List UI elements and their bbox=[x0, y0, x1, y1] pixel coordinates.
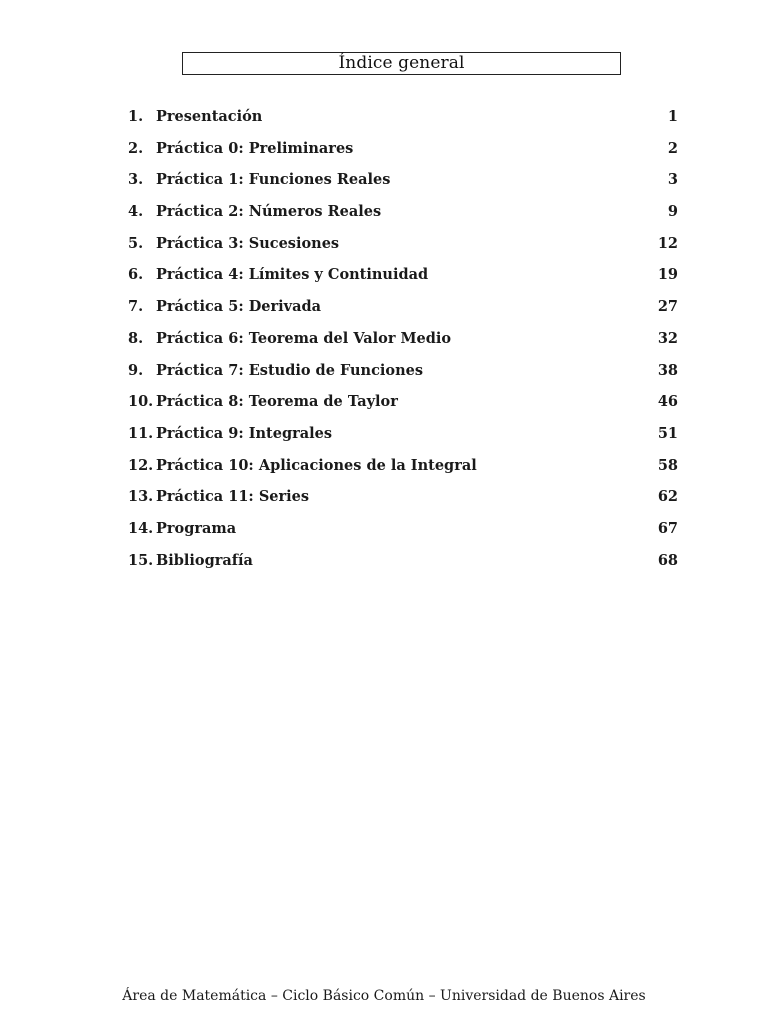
toc-entry-number: 10. bbox=[128, 393, 154, 411]
toc-entry[interactable] bbox=[128, 362, 678, 394]
toc-title: Índice general bbox=[338, 53, 465, 73]
toc-entry[interactable] bbox=[128, 203, 678, 235]
toc-entry[interactable] bbox=[128, 140, 678, 172]
toc-entry[interactable] bbox=[128, 488, 678, 520]
toc-entry[interactable] bbox=[128, 552, 678, 584]
toc-entry-page: 12 bbox=[657, 234, 678, 252]
toc-entry[interactable] bbox=[128, 330, 678, 362]
toc-entry-page: 19 bbox=[657, 266, 678, 284]
toc-entry-page: 2 bbox=[667, 139, 678, 157]
toc-entry-number: 5. bbox=[128, 234, 144, 252]
toc-entry-number: 11. bbox=[128, 424, 154, 442]
toc-entry[interactable] bbox=[128, 235, 678, 267]
toc-entry-label: Práctica 1: Funciones Reales bbox=[156, 171, 391, 189]
toc-entry-number: 2. bbox=[128, 139, 144, 157]
table-of-contents bbox=[128, 108, 678, 583]
toc-entry-label: Práctica 10: Aplicaciones de la Integral bbox=[156, 456, 477, 474]
toc-entry[interactable] bbox=[128, 298, 678, 330]
toc-entry-number: 4. bbox=[128, 203, 144, 221]
toc-entry-page: 68 bbox=[657, 551, 678, 569]
toc-entry-page: 46 bbox=[657, 393, 678, 411]
toc-entry-number: 13. bbox=[128, 488, 154, 506]
toc-entry[interactable] bbox=[128, 108, 678, 140]
toc-entry-page: 62 bbox=[657, 488, 678, 506]
toc-entry[interactable] bbox=[128, 266, 678, 298]
toc-entry-number: 14. bbox=[128, 519, 154, 537]
toc-entry[interactable] bbox=[128, 425, 678, 457]
toc-entry-label: Práctica 7: Estudio de Funciones bbox=[156, 361, 424, 379]
toc-entry[interactable] bbox=[128, 520, 678, 552]
toc-entry-page: 9 bbox=[667, 203, 678, 221]
toc-entry-label: Bibliografía bbox=[156, 551, 253, 569]
toc-entry-page: 51 bbox=[657, 424, 678, 442]
toc-entry-page: 58 bbox=[657, 456, 678, 474]
toc-entry-page: 27 bbox=[657, 298, 678, 316]
toc-entry-label: Práctica 3: Sucesiones bbox=[156, 234, 340, 252]
toc-entry[interactable] bbox=[128, 171, 678, 203]
toc-entry-number: 1. bbox=[128, 108, 144, 125]
toc-entry[interactable] bbox=[128, 457, 678, 489]
toc-entry-label: Práctica 4: Límites y Continuidad bbox=[156, 266, 429, 284]
toc-entry-label: Programa bbox=[156, 519, 237, 537]
toc-entry-label: Práctica 6: Teorema del Valor Medio bbox=[156, 329, 452, 347]
toc-title-box bbox=[182, 52, 621, 75]
toc-entry-label: Práctica 9: Integrales bbox=[156, 424, 333, 442]
toc-entry-label: Práctica 8: Teorema de Taylor bbox=[156, 393, 398, 411]
page-footer bbox=[0, 988, 768, 1004]
toc-entry-label: Práctica 0: Preliminares bbox=[156, 139, 354, 157]
toc-entry-label: Práctica 5: Derivada bbox=[156, 298, 322, 316]
toc-entry-number: 12. bbox=[128, 456, 154, 474]
toc-entry-label: Práctica 11: Series bbox=[156, 488, 310, 506]
toc-entry-number: 9. bbox=[128, 361, 144, 379]
toc-entry-page: 32 bbox=[657, 329, 678, 347]
toc-entry-page: 1 bbox=[667, 108, 678, 125]
toc-entry[interactable] bbox=[128, 393, 678, 425]
toc-entry-page: 3 bbox=[667, 171, 678, 189]
toc-entry-number: 6. bbox=[128, 266, 144, 284]
toc-entry-label: Práctica 2: Números Reales bbox=[156, 203, 382, 221]
toc-entry-number: 8. bbox=[128, 329, 144, 347]
toc-entry-page: 67 bbox=[657, 519, 678, 537]
toc-entry-page: 38 bbox=[657, 361, 678, 379]
toc-entry-number: 3. bbox=[128, 171, 144, 189]
toc-entry-label: Presentación bbox=[156, 108, 263, 125]
footer-text: Área de Matemática – Ciclo Básico Común – Universidad de Buenos Aires bbox=[122, 988, 646, 1004]
toc-entry-number: 7. bbox=[128, 298, 144, 316]
toc-entry-number: 15. bbox=[128, 551, 154, 569]
